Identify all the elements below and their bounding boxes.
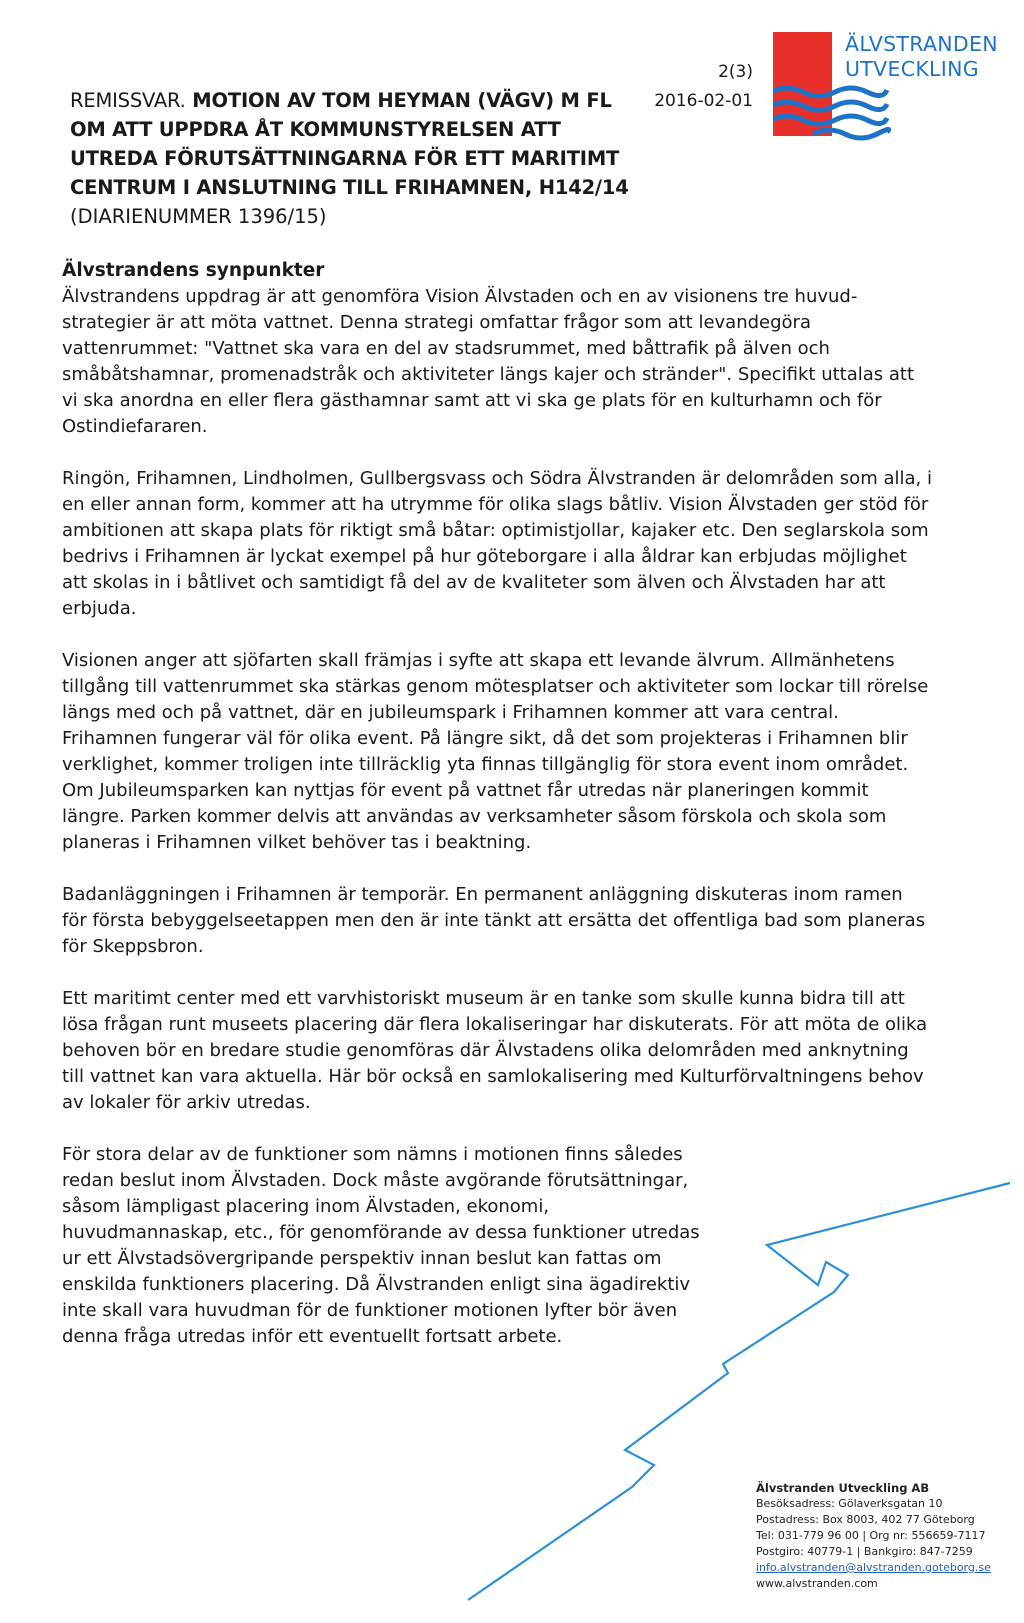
logo-line-1: ÄLVSTRANDEN bbox=[845, 32, 998, 56]
paragraph-1: Älvstrandens uppdrag är att genomföra Vision Älvstaden och en av visionens tre huvud-strategier är att möta vattnet. Denna strategi omfattar frågor som att levandegöra vattenrummet: "Vattnet ska vara en del av stadsrummet, med båttrafik på älven och småbåtshamnar, promenadstråk och aktiviteter längs kajer och stränder". Specifikt uttalas att vi ska anordna en eller flera gästhamnar samt att vi ska ge plats för en kulturhamn och för Ostindiefararen. bbox=[62, 286, 915, 437]
document-title bbox=[70, 86, 630, 231]
footer-company: Älvstranden Utveckling AB bbox=[756, 1481, 930, 1495]
footer-contact bbox=[756, 1480, 1016, 1592]
paragraph-2: Ringön, Frihamnen, Lindholmen, Gullbergsvass och Södra Älvstranden är delområden som alla, i en eller annan form, kommer att ha utrymme för olika slags båtliv. Vision Älvstaden ger stöd för ambitionen att skapa plats för riktigt små båtar: optimistjollar, kajaker etc. Den seglarskola som bedrivs i Frihamnen är lyckat exempel på hur göteborgare i alla åldrar kan erbjudas möjlighet att skolas in i båtlivet och samtidigt få del av de kvaliteter som älven och Älvstaden har att erbjuda. bbox=[62, 468, 932, 619]
title-line-3: UTREDA FÖRUTSÄTTNINGARNA FÖR ETT MARITIMT bbox=[70, 147, 620, 170]
footer-web-link[interactable]: www.alvstranden.com bbox=[756, 1577, 878, 1590]
footer-tel-org: Tel: 031-779 96 00 | Org nr: 556659-7117 bbox=[756, 1529, 986, 1542]
paragraph-5: Ett maritimt center med ett varvhistoriskt museum är en tanke som skulle kunna bidra till att lösa frågan runt museets placering där flera lokaliseringar har diskuterats. För att möta de olika behoven bör en bredare studie genomföras där Älvstadens olika delområden med anknytning till vattnet kan vara aktuella. Här bör också en samlokalisering med Kulturförvaltningens behov av lokaler för arkiv utredas. bbox=[62, 988, 928, 1113]
alvstranden-logo bbox=[773, 32, 1003, 142]
document-meta bbox=[640, 58, 753, 116]
document-date: 2016-02-01 bbox=[654, 91, 753, 111]
logo-line-2: UTVECKLING bbox=[845, 57, 979, 81]
footer-visit-address: Besöksadress: Gölaverksgatan 10 bbox=[756, 1497, 943, 1510]
diary-number: (DIARIENUMMER 1396/15) bbox=[70, 205, 327, 228]
section-heading: Älvstrandens synpunkter bbox=[62, 260, 325, 281]
footer-postal-address: Postadress: Box 8003, 402 77 Göteborg bbox=[756, 1513, 975, 1526]
page-number: 2(3) bbox=[718, 62, 753, 82]
title-prefix: REMISSVAR. bbox=[70, 89, 186, 112]
logo-waves-icon bbox=[773, 84, 893, 142]
paragraph-3: Visionen anger att sjöfarten skall främjas i syfte att skapa ett levande älvrum. Allmänhetens tillgång till vattenrummet ska stärkas genom mötesplatser och aktiviteter som lockar till rörelse längs med och på vattnet, där en jubileumspark i Frihamnen kommer att vara central. Frihamnen fungerar väl för olika event. På längre sikt, då det som projekteras i Frihamnen blir verklighet, kommer troligen inte tillräcklig yta finnas tillgänglig för stora event inom området. Om Jubileumsparken kan nyttjas för event på vattnet får utredas när planeringen kommit längre. Parken kommer delvis att användas av verksamheter såsom förskola och skola som planeras i Frihamnen vilket behöver tas i beaktning. bbox=[62, 650, 929, 853]
paragraph-6: För stora delar av de funktioner som nämns i motionen finns således redan beslut inom Älvstaden. Dock måste avgörande förutsättningar, såsom lämpligast placering inom Älvstaden, ekonomi, huvudmannaskap, etc., för genomförande av dessa funktioner utredas ur ett Älvstadsövergripande perspektiv innan beslut kan fattas om enskilda funktioners placering. Då Älvstranden enligt sina ägadirektiv inte skall vara huvudman för de funktioner motionen lyfter bör även denna fråga utredas inför ett eventuellt fortsatt arbete. bbox=[62, 1144, 700, 1347]
document-body bbox=[62, 258, 932, 1376]
logo-wordmark bbox=[845, 32, 998, 82]
title-line-1: REMISSVAR. MOTION AV TOM HEYMAN (VÄGV) M FL bbox=[70, 89, 612, 112]
title-line-4: CENTRUM I ANSLUTNING TILL FRIHAMNEN, H142/14 bbox=[70, 176, 629, 199]
footer-giro: Postgiro: 40779-1 | Bankgiro: 847-7259 bbox=[756, 1545, 973, 1558]
paragraph-4: Badanläggningen i Frihamnen är temporär. En permanent anläggning diskuteras inom ramen för första bebyggelseetappen men den är inte tänkt att ersätta det offentliga bad som planeras för Skeppsbron. bbox=[62, 884, 926, 957]
title-line-2: OM ATT UPPDRA ÅT KOMMUNSTYRELSEN ATT bbox=[70, 118, 561, 141]
footer-email-link[interactable]: info.alvstranden@alvstranden.goteborg.se bbox=[756, 1561, 991, 1574]
